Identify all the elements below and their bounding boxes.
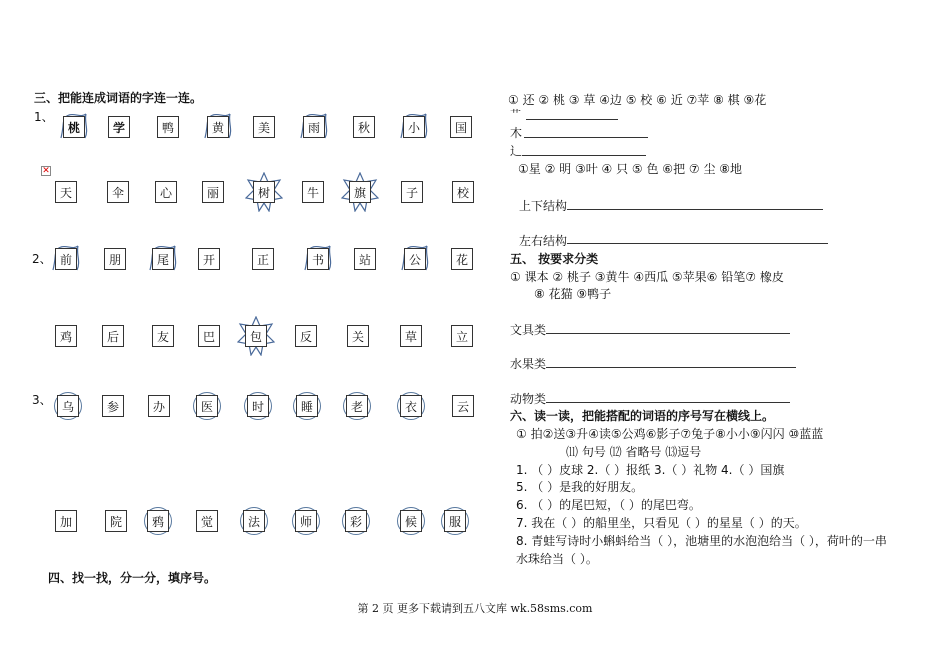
char-box[interactable]: 法 <box>243 510 265 532</box>
row1-label: 1、 <box>34 110 54 124</box>
broken-image-icon: ✕ <box>42 166 50 176</box>
char-box[interactable]: 师 <box>295 510 317 532</box>
question-1-4: 1. （ ）皮球 2.（ ）报纸 3.（ ）礼物 4.（ ）国旗 <box>516 463 785 477</box>
chars-line2: ①星 ② 明 ③叶 ④ 只 ⑤ 色 ⑥把 ⑦ 尘 ⑧地 <box>518 162 743 176</box>
char-box[interactable]: 牛 <box>302 181 324 203</box>
s5-line2: ⑧ 花猫 ⑨鸭子 <box>534 287 612 301</box>
char-box[interactable]: 秋 <box>353 116 375 138</box>
char-box[interactable]: 参 <box>102 395 124 417</box>
char-box[interactable]: 桃 <box>63 116 85 138</box>
section4-title: 四、找一找，分一分，填序号。 <box>48 571 217 585</box>
char-box[interactable]: 时 <box>247 395 269 417</box>
s5-line1: ① 课本 ② 桃子 ③黄牛 ④西瓜 ⑤苹果⑥ 铅笔⑦ 橡皮 <box>510 270 784 284</box>
row3-label: 3、 <box>32 393 52 407</box>
s6-line2: ⑾ 句号 ⑿ 省略号 ⒀逗号 <box>566 445 702 459</box>
char-box[interactable]: 草 <box>400 325 422 347</box>
char-box[interactable]: 关 <box>347 325 369 347</box>
structure-left-right-label: 左右结构 <box>519 234 568 248</box>
page-footer: 第 2 页 更多下载请到五八文库 wk.58sms.com <box>357 602 593 615</box>
char-box[interactable]: 办 <box>148 395 170 417</box>
char-box[interactable]: 乌 <box>57 395 79 417</box>
char-box[interactable]: 正 <box>252 248 274 270</box>
char-box[interactable]: 老 <box>346 395 368 417</box>
answer-line-cao[interactable] <box>526 119 618 120</box>
char-box[interactable]: 加 <box>55 510 77 532</box>
char-box[interactable]: 云 <box>452 395 474 417</box>
answer-line-left-right[interactable] <box>567 243 828 244</box>
answer-line-mu[interactable] <box>524 137 648 138</box>
char-box[interactable]: 觉 <box>196 510 218 532</box>
s6-line1: ① 拍②送③升④读⑤公鸡⑥影子⑦兔子⑧小小⑨闪闪 ⑩蓝蓝 <box>516 427 824 441</box>
char-box[interactable]: 丽 <box>202 181 224 203</box>
char-box[interactable]: 彩 <box>345 510 367 532</box>
char-box[interactable]: 候 <box>400 510 422 532</box>
char-box[interactable]: 巴 <box>198 325 220 347</box>
question-7: 7. 我在（ ）的船里坐，只看见（ ）的星星（ ）的天。 <box>516 516 807 530</box>
answer-line-stationery[interactable] <box>546 333 790 334</box>
char-box[interactable]: 开 <box>198 248 220 270</box>
char-box[interactable]: 旗 <box>349 181 371 203</box>
radical-chuo: 辶 <box>510 144 523 158</box>
char-box[interactable]: 心 <box>155 181 177 203</box>
cat-stationery-label: 文具类 <box>510 323 547 337</box>
char-box[interactable]: 立 <box>451 325 473 347</box>
char-box[interactable]: 美 <box>253 116 275 138</box>
section6-title: 六、读一读，把能搭配的词语的序号写在横线上。 <box>510 409 775 423</box>
char-box[interactable]: 医 <box>196 395 218 417</box>
char-box[interactable]: 国 <box>450 116 472 138</box>
char-box[interactable]: 小 <box>403 116 425 138</box>
question-5: 5. （ ）是我的好朋友。 <box>516 480 644 494</box>
chars-line: ① 还 ② 桃 ③ 草 ④边 ⑤ 校 ⑥ 近 ⑦苹 ⑧ 棋 ⑨花 <box>508 93 767 107</box>
char-box[interactable]: 天 <box>55 181 77 203</box>
char-box[interactable]: 包 <box>245 325 267 347</box>
answer-line-top-bottom[interactable] <box>567 209 823 210</box>
cat-fruit-label: 水果类 <box>510 357 547 371</box>
answer-line-animal[interactable] <box>546 402 790 403</box>
radical-mu: 木 <box>510 126 523 140</box>
char-box[interactable]: 黄 <box>207 116 229 138</box>
question-6: 6. （ ）的尾巴短，（ ）的尾巴弯。 <box>516 498 701 512</box>
char-box[interactable]: 服 <box>444 510 466 532</box>
section3-title: 三、把能连成词语的字连一连。 <box>34 91 203 105</box>
char-box[interactable]: 前 <box>55 248 77 270</box>
cat-animal-label: 动物类 <box>510 392 547 406</box>
char-box[interactable]: 朋 <box>104 248 126 270</box>
char-box[interactable]: 后 <box>102 325 124 347</box>
radical-cao: 艹 <box>510 108 521 121</box>
row2-label: 2、 <box>32 252 52 266</box>
char-box[interactable]: 鸡 <box>55 325 77 347</box>
char-box[interactable]: 鸭 <box>157 116 179 138</box>
section5-title: 五、 按要求分类 <box>510 252 599 266</box>
answer-line-chuo[interactable] <box>522 155 646 156</box>
char-box[interactable]: 子 <box>401 181 423 203</box>
char-box[interactable]: 站 <box>354 248 376 270</box>
char-box[interactable]: 花 <box>451 248 473 270</box>
char-box[interactable]: 树 <box>253 181 275 203</box>
char-box[interactable]: 院 <box>105 510 127 532</box>
char-box[interactable]: 睡 <box>296 395 318 417</box>
answer-line-fruit[interactable] <box>546 367 796 368</box>
char-box[interactable]: 反 <box>295 325 317 347</box>
char-box[interactable]: 友 <box>152 325 174 347</box>
char-box[interactable]: 衣 <box>400 395 422 417</box>
question-8-line2: 水珠给当（ ）。 <box>516 552 598 566</box>
char-box[interactable]: 学 <box>108 116 130 138</box>
char-box[interactable]: 鸦 <box>147 510 169 532</box>
char-box[interactable]: 校 <box>452 181 474 203</box>
question-8-line1: 8. 青蛙写诗时小蝌蚪给当（ ），池塘里的水泡泡给当（ ），荷叶的一串 <box>516 534 887 548</box>
char-box[interactable]: 伞 <box>107 181 129 203</box>
char-box[interactable]: 公 <box>404 248 426 270</box>
structure-top-bottom-label: 上下结构 <box>519 199 568 213</box>
char-box[interactable]: 尾 <box>152 248 174 270</box>
char-box[interactable]: 雨 <box>303 116 325 138</box>
char-box[interactable]: 书 <box>307 248 329 270</box>
